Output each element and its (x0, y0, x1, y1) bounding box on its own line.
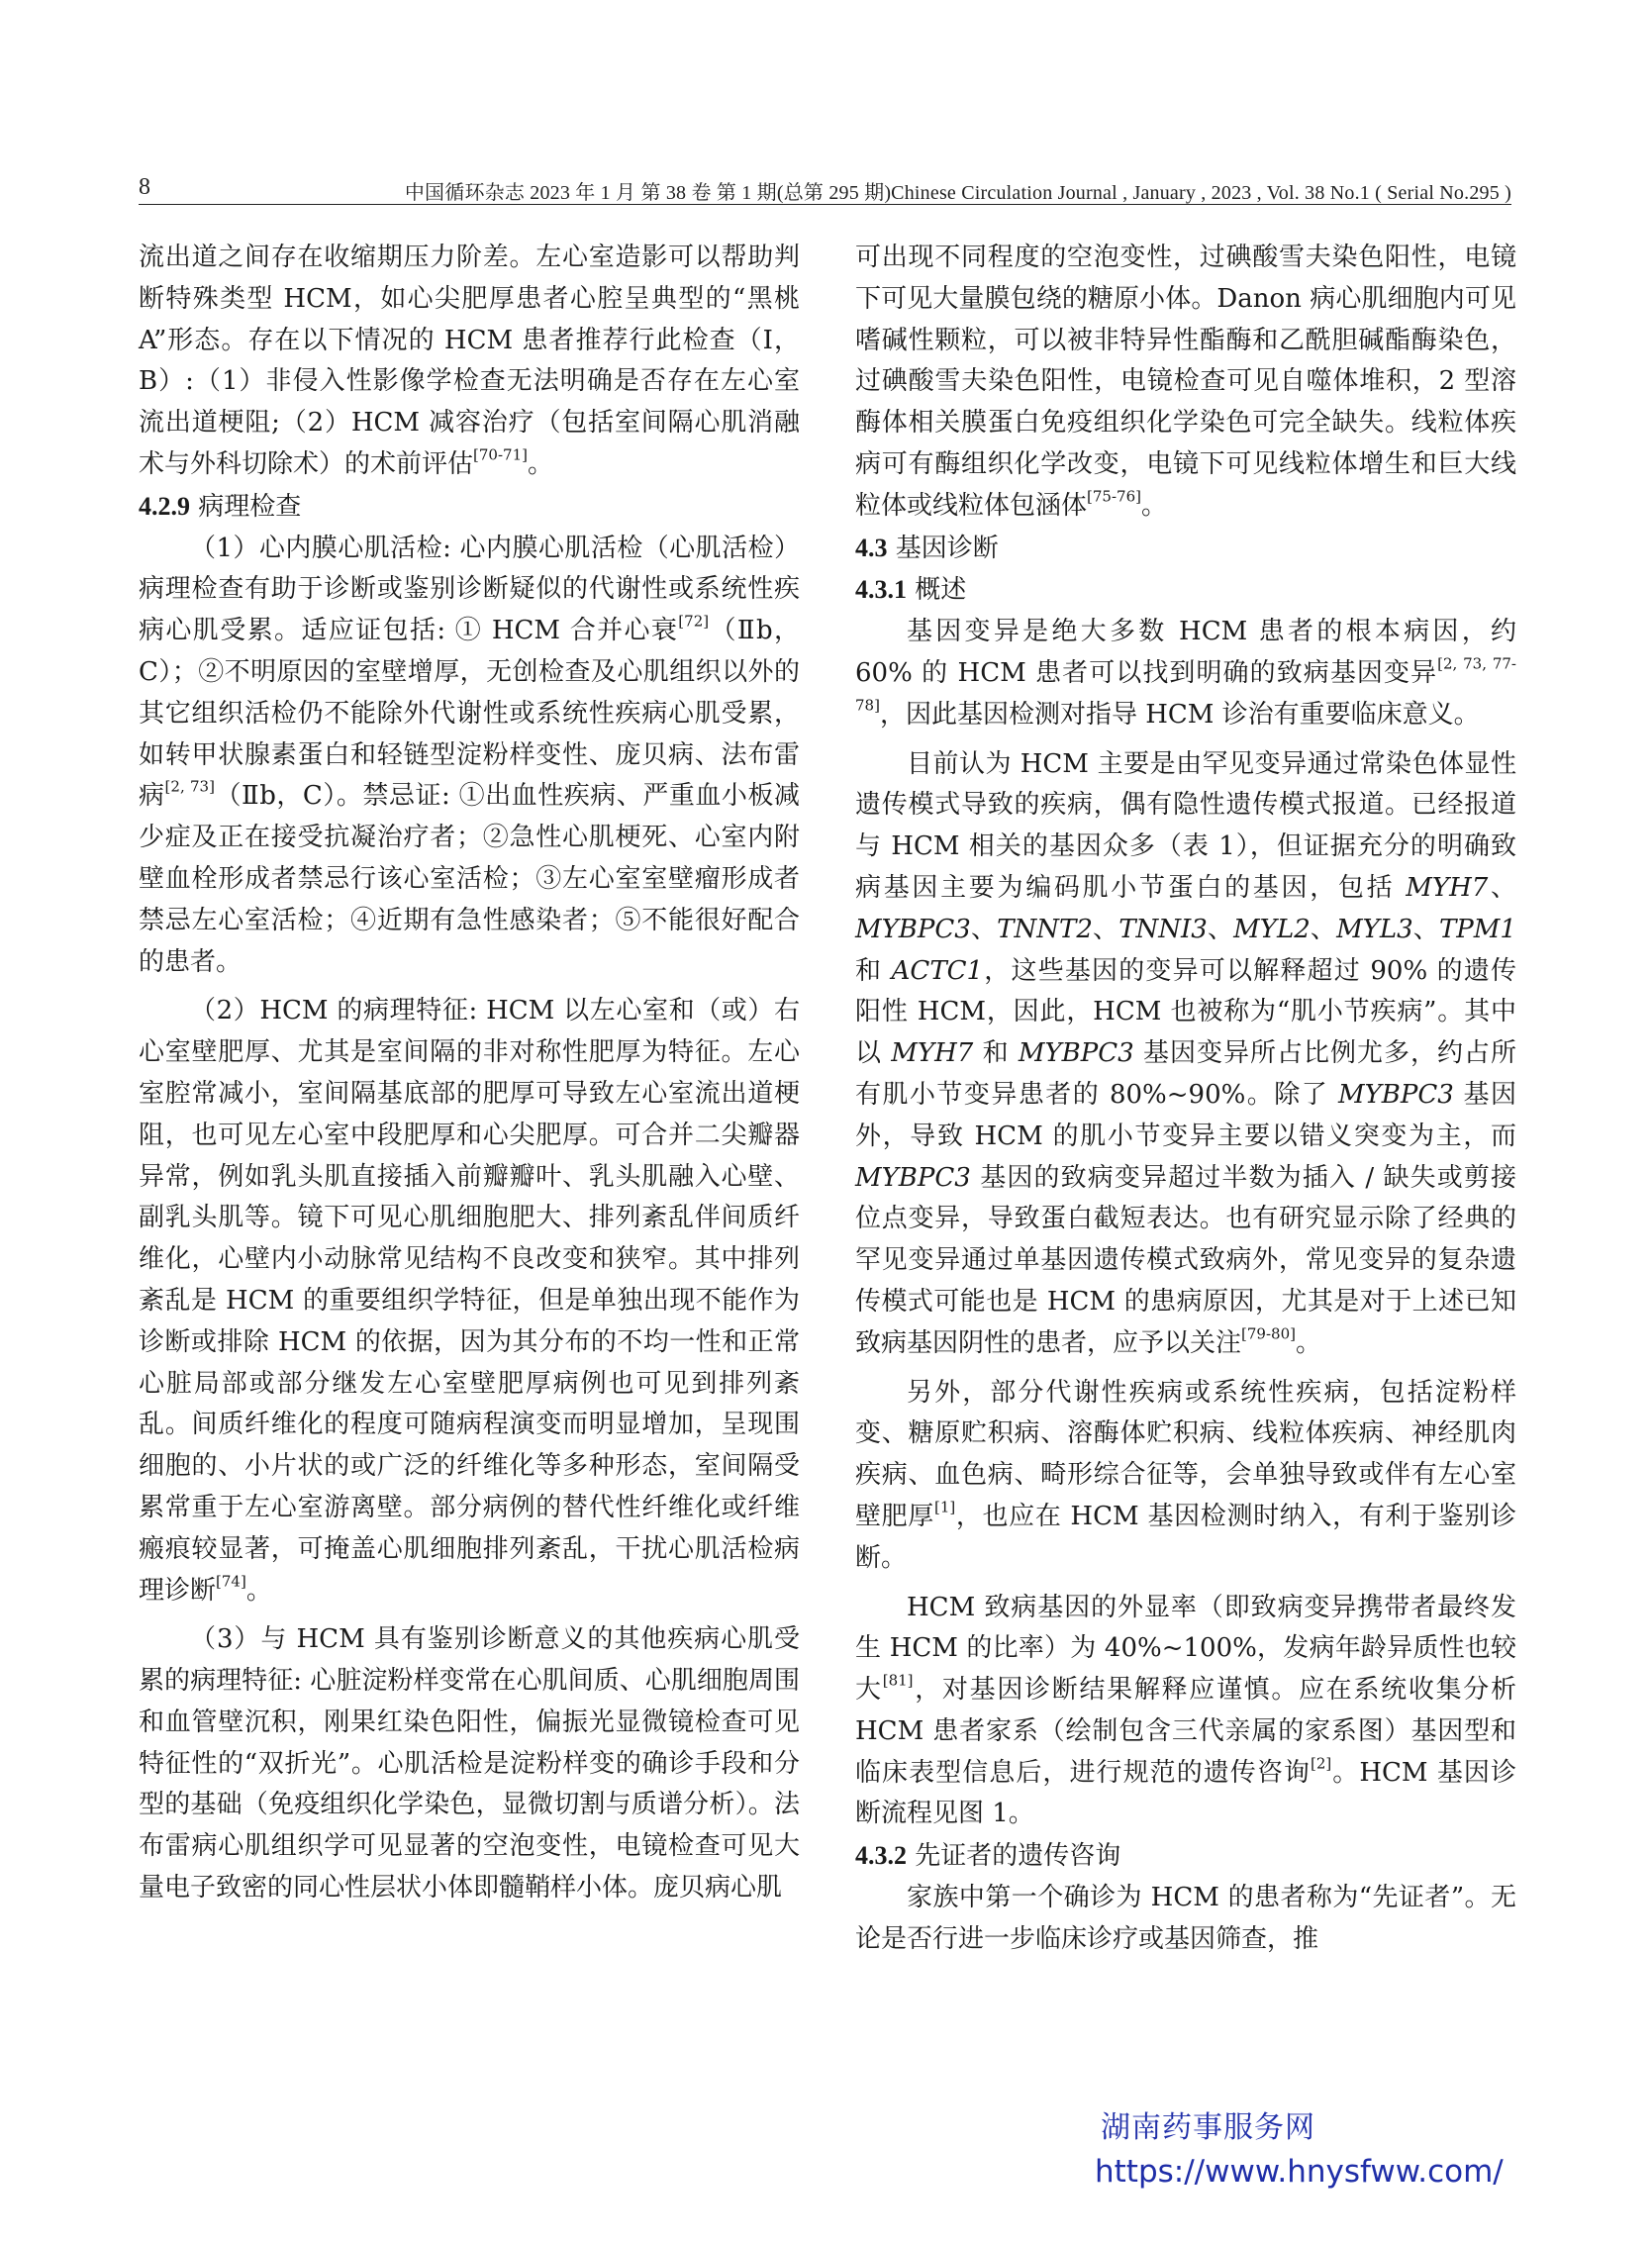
paragraph: 目前认为 HCM 主要是由罕见变异通过常染色体显性遗传模式导致的疾病，偶有隐性遗传模式报道。已经报道与 HCM 相关的基因众多（表 1），但证据充分的明确致病基因主要为编码肌小节蛋白的基因，包括 MYH7、MYBPC3、TNNT2、TNNI3、MYL2、MYL3、TPM1 和 ACTC1，这些基因的变异可以解释超过 90% 的遗传阳性 HCM，因此，HCM 也被称为“肌小节疾病”。其中以 MYH7 和 MYBPC3 基因变异所占比例尤多，约占所有肌小节变异患者的 80%~90%。除了 MYBPC3 基因外，导致 HCM 的肌小节变异主要以错义突变为主，而 MYBPC3 基因的致病变异超过半数为插入 / 缺失或剪接位点变异，导致蛋白截短表达。也有研究显示除了经典的罕见变异通过单基因遗传模式致病外，常见变异的复杂遗传模式可能也是 HCM 的患病原因，尤其是对于上述已知致病基因阴性的患者，应予以关注[79-80]。 (855, 748, 1517, 1358)
gene-name: MYL2 (1233, 914, 1311, 944)
gene-name: TNNI3 (1118, 914, 1208, 944)
journal-citation: 中国循环杂志 2023 年 1 月 第 38 卷 第 1 期(总第 295 期)Chinese Circulation Journal , January , 2023 , Vol. 38 No.1 ( Serial No.295 ) (404, 182, 1511, 204)
paragraph: （1）心内膜心肌活检: 心内膜心肌活检（心肌活检）病理检查有助于诊断或鉴别诊断疑似的代谢性或系统性疾病心肌受累。适应证包括: ① HCM 合并心衰[72]（Ⅱb，C）；②不明原因的室壁增厚，无创检查及心肌组织以外的其它组织活检仍不能除外代谢性或系统性疾病心肌受累，如转甲状腺素蛋白和轻链型淀粉样变性、庞贝病、法布雷病[2, 73]（Ⅱb，C）。禁忌证: ①出血性疾病、严重血小板减少症及正在接受抗凝治疗者；②急性心肌梗死、心室内附壁血栓形成者禁忌行该心室活检；③左心室室壁瘤形成者禁忌左心室活检；④近期有急性感染者；⑤不能很好配合的患者。 (139, 533, 800, 977)
header-rule (139, 204, 1511, 205)
section-title: 基因诊断 (895, 533, 999, 563)
paragraph: HCM 致病基因的外显率（即致病变异携带者最终发生 HCM 的比率）为 40%~100%，发病年龄异质性也较大[81]，对基因诊断结果解释应谨慎。应在系统收集分析 HCM 患者家系（绘制包含三代亲属的家系图）基因型和临床表型信息后，进行规范的遗传咨询[2]。HCM 基因诊断流程见图 1。 (855, 1592, 1516, 1829)
left-column (139, 238, 800, 1909)
page-number: 8 (139, 174, 150, 200)
paragraph: （3）与 HCM 具有鉴别诊断意义的其他疾病心肌受累的病理特征: 心脏淀粉样变常在心肌间质、心肌细胞周围和血管壁沉积，刚果红染色阳性，偏振光显微镜检查可见特征性的“双折光”。心肌活检是淀粉样变的确诊手段和分型的基础（免疫组织化学染色，显微切割与质谱分析）。法布雷病心肌组织学可见显著的空泡变性，电镜检查可见大量电子致密的同心性层状小体即髓鞘样小体。庞贝病心肌 (139, 1624, 800, 1903)
gene-name: TNNT2 (997, 914, 1093, 944)
gene-name: MYBPC3 (855, 914, 971, 944)
citation[interactable]: [2] (1310, 1753, 1332, 1772)
paragraph: 可出现不同程度的空泡变性，过碘酸雪夫染色阳性，电镜下可见大量膜包绕的糖原小体。Danon 病心肌细胞内可见嗜碱性颗粒，可以被非特异性酯酶和乙酰胆碱酯酶染色，过碘酸雪夫染色阳性，电镜检查可见自噬体堆积，2 型溶酶体相关膜蛋白免疫组织化学染色可完全缺失。线粒体疾病可有酶组织化学改变，电镜下可见线粒体增生和巨大线粒体或线粒体包涵体[75-76]。 (855, 243, 1516, 521)
gene-name: MYBPC3 (1018, 1038, 1134, 1069)
citation[interactable]: [75-76] (1087, 487, 1141, 506)
section-number: 4.3.1 (855, 575, 907, 605)
watermark-url-link[interactable]: https://www.hnysfww.com/ (1095, 2154, 1504, 2190)
section-title: 概述 (915, 575, 967, 606)
section-title: 病理检查 (198, 491, 302, 522)
gene-name: MYH7 (891, 1038, 974, 1069)
gene-name: MYL3 (1336, 914, 1413, 944)
section-number: 4.3 (855, 533, 888, 562)
paragraph: 家族中第一个确诊为 HCM 的患者称为“先证者”。无论是否行进一步临床诊疗或基因筛查，推 (855, 1883, 1516, 1954)
gene-name: MYH7 (1406, 872, 1489, 903)
citation[interactable]: [70-71] (473, 445, 528, 464)
citation[interactable]: [74] (216, 1571, 246, 1590)
paragraph: 基因变异是绝大多数 HCM 患者的根本病因，约 60% 的 HCM 患者可以找到明确的致病基因变异[2, 73, 77-78]，因此基因检测对指导 HCM 诊治有重要临床意义。 (855, 617, 1516, 730)
right-column (855, 238, 1516, 1961)
gene-name: MYBPC3 (1337, 1079, 1454, 1110)
section-heading-4-2-9 (139, 486, 800, 529)
running-header (139, 170, 1511, 204)
section-number: 4.2.9 (139, 491, 190, 521)
gene-name: ACTC1 (891, 955, 984, 986)
section-number: 4.3.2 (855, 1841, 907, 1871)
gene-name: TPM1 (1438, 914, 1516, 944)
section-heading-4-3 (855, 528, 1516, 570)
citation[interactable]: [2, 73, 77-78] (855, 654, 1516, 715)
gene-name: MYBPC3 (855, 1162, 971, 1193)
site-watermark (1095, 2106, 1510, 2194)
paragraph: 流出道之间存在收缩期压力阶差。左心室造影可以帮助判断特殊类型 HCM，如心尖肥厚患者心腔呈典型的“黑桃 A”形态。存在以下情况的 HCM 患者推荐行此检查（Ⅰ，B）:（1）非侵入性影像学检查无法明确是否存在左心室流出道梗阻;（2）HCM 减容治疗（包括室间隔心肌消融术与外科切除术）的术前评估[70-71]。 (139, 243, 800, 479)
paragraph: （2）HCM 的病理特征: HCM 以左心室和（或）右心室壁肥厚、尤其是室间隔的非对称性肥厚为特征。左心室腔常减小，室间隔基底部的肥厚可导致左心室流出道梗阻，也可见左心室中段肥厚和心尖肥厚。可合并二尖瓣器异常，例如乳头肌直接插入前瓣瓣叶、乳头肌融入心壁、副乳头肌等。镜下可见心肌细胞肥大、排列紊乱伴间质纤维化，心壁内小动脉常见结构不良改变和狭窄。其中排列紊乱是 HCM 的重要组织学特征，但是单独出现不能作为诊断或排除 HCM 的依据，因为其分布的不均一性和正常心脏局部或部分继发左心室壁肥厚病例也可见到排列紊乱。间质纤维化的程度可随病程演变而明显增加，呈现围细胞的、小片状的或广泛的纤维化等多种形态，室间隔受累常重于左心室游离壁。部分病例的替代性纤维化或纤维瘢痕较显著，可掩盖心肌细胞排列紊乱，干扰心肌活检病理诊断[74]。 (139, 996, 800, 1606)
section-heading-4-3-1 (855, 569, 1516, 612)
citation[interactable]: [1] (933, 1498, 956, 1516)
watermark-site-name: 湖南药事服务网 (1101, 2110, 1315, 2145)
section-title: 先证者的遗传咨询 (915, 1841, 1121, 1872)
citation[interactable]: [2, 73] (164, 777, 215, 796)
citation[interactable]: [79-80] (1241, 1323, 1296, 1342)
section-heading-4-3-2 (855, 1835, 1516, 1878)
paragraph: 另外，部分代谢性疾病或系统性疾病，包括淀粉样变、糖原贮积病、溶酶体贮积病、线粒体疾病、神经肌肉疾病、血色病、畸形综合征等，会单独导致或伴有左心室壁肥厚[1]，也应在 HCM 基因检测时纳入，有利于鉴别诊断。 (855, 1377, 1516, 1573)
citation[interactable]: [81] (882, 1671, 914, 1690)
citation[interactable]: [72] (678, 612, 710, 631)
